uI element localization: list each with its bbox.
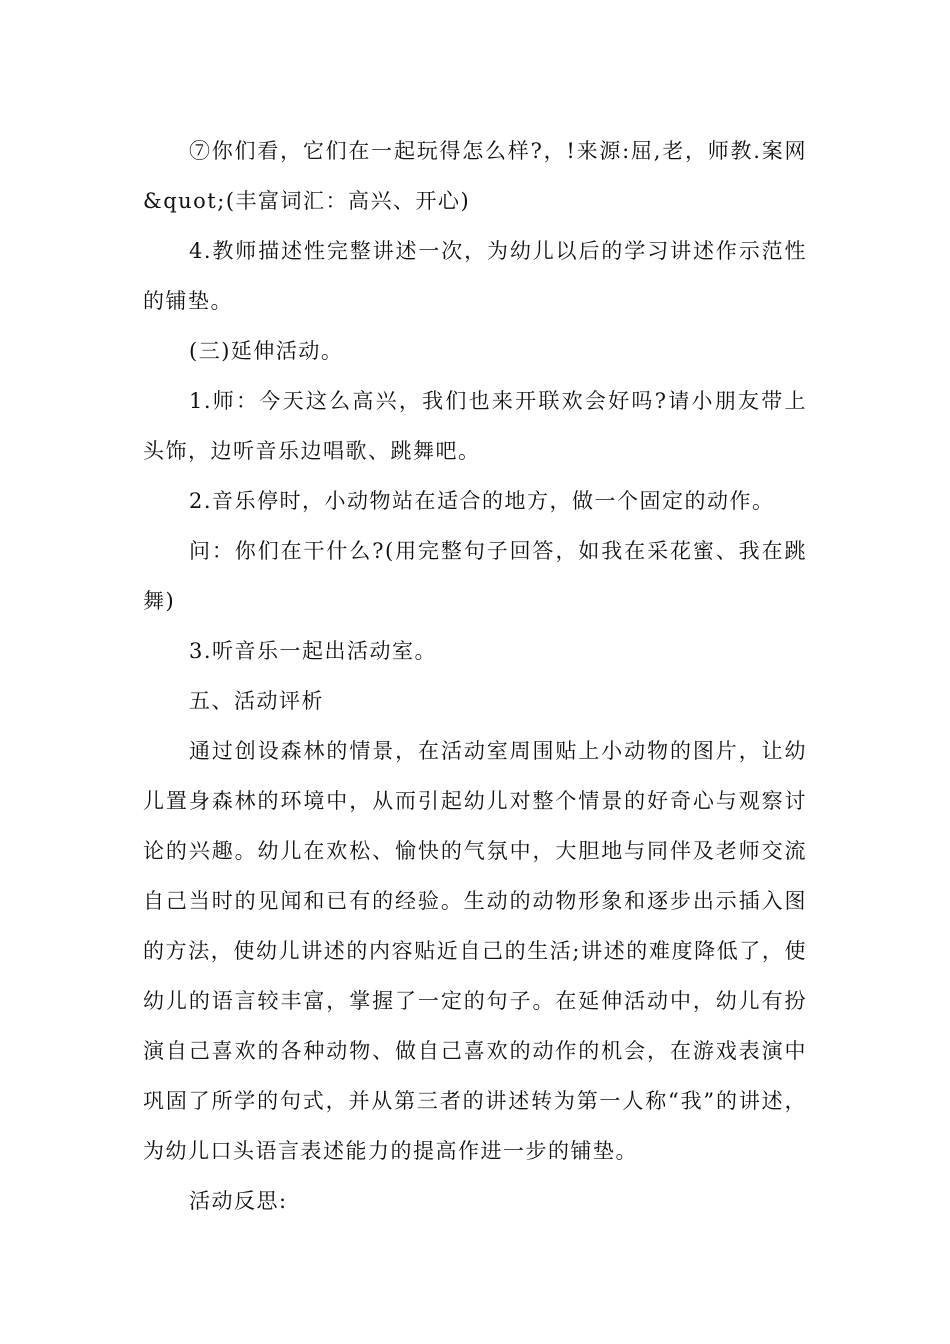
paragraph-extension-2: 2.音乐停时，小动物站在适合的地方，做一个固定的动作。 xyxy=(189,489,775,513)
document-body xyxy=(143,126,807,1226)
paragraph-step-4: 4.教师描述性完整讲述一次，为幼儿以后的学习讲述作示范性的铺垫。 xyxy=(143,239,807,313)
paragraph-extension-1: 1.师：今天这么高兴，我们也来开联欢会好吗?请小朋友带上头饰，边听音乐边唱歌、跳舞吧。 xyxy=(143,389,807,463)
section-heading-reflection: 活动反思: xyxy=(189,1189,288,1213)
section-heading-activity-analysis: 五、活动评析 xyxy=(189,689,324,713)
paragraph-question: 问：你们在干什么?(用完整句子回答，如我在采花蜜、我在跳舞) xyxy=(143,539,807,613)
paragraph-analysis: 通过创设森林的情景，在活动室周围贴上小动物的图片，让幼儿置身森林的环境中，从而引起幼儿对整个情景的好奇心与观察讨论的兴趣。幼儿在欢松、愉快的气氛中，大胆地与同伴及老师交流自己当时的见闻和已有的经验。生动的动物形象和逐步出示插入图的方法，使幼儿讲述的内容贴近自己的生活;讲述的难度降低了，使幼儿的语言较丰富，掌握了一定的句子。在延伸活动中，幼儿有扮演自己喜欢的各种动物、做自己喜欢的动作的机会，在游戏表演中巩固了所学的句式，并从第三者的讲述转为第一人称“我”的讲述，为幼儿口头语言表述能力的提高作进一步的铺垫。 xyxy=(143,739,807,1163)
section-heading-extension-activity: (三)延伸活动。 xyxy=(189,339,344,363)
paragraph-question-7: ⑦你们看，它们在一起玩得怎么样?，!来源:屈,老，师教.案网&quot;(丰富词汇：高兴、开心) xyxy=(143,139,807,213)
paragraph-extension-3: 3.听音乐一起出活动室。 xyxy=(189,639,438,663)
